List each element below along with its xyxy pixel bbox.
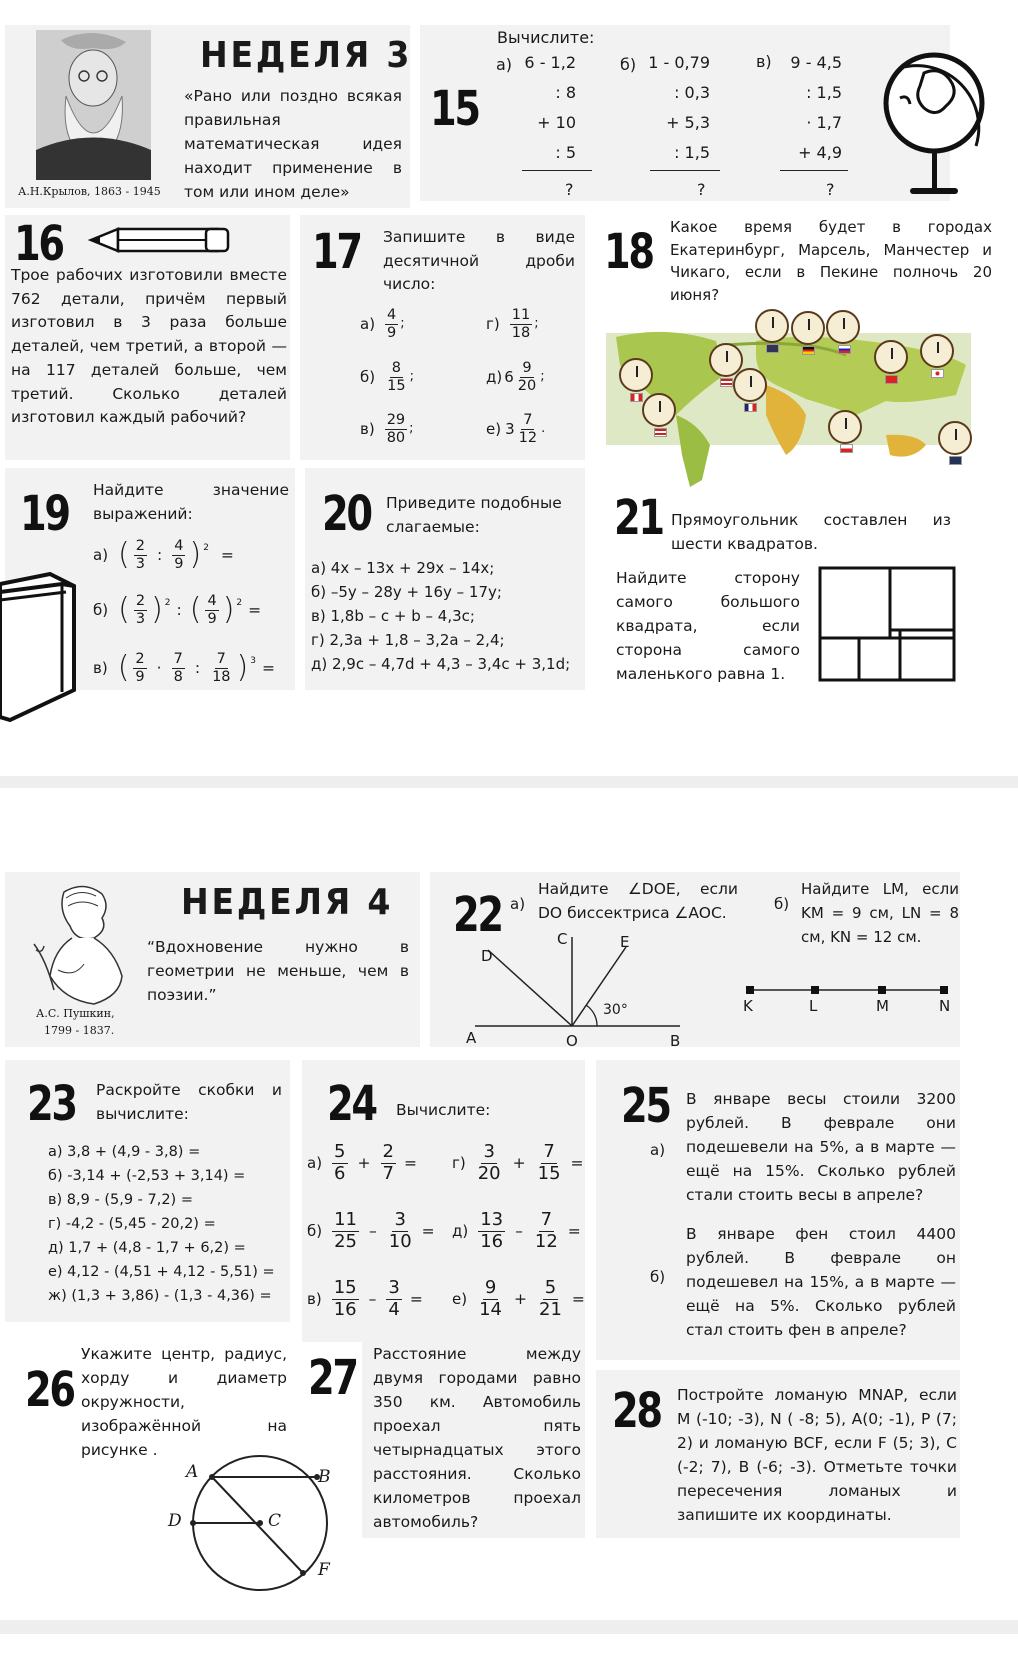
task20-item: в) 1,8b – c + b – 4,3c;	[311, 607, 475, 625]
task24-item: е) $\frac{9}{14}$ + $\frac{5}{21}$ =	[452, 1277, 585, 1320]
segment-diagram	[745, 980, 955, 1000]
task24-item: в) $\frac{15}{16}$ – $\frac{3}{4}$ =	[307, 1277, 423, 1320]
task20-item: г) 2,3a + 1,8 – 3,2a – 2,4;	[311, 631, 505, 649]
task21-number: 21	[614, 490, 663, 546]
task19-b: б) ( $\frac{2}{3}$ ) $^2$ : ( $\frac{4}{9}$ ) $^2$ =	[93, 592, 262, 628]
task23-item: д) 1,7 + (4,8 - 1,7 + 6,2) =	[48, 1240, 246, 1256]
task23-item: а) 3,8 + (4,9 - 3,8) =	[48, 1144, 201, 1160]
flag-icon	[766, 344, 779, 353]
circle-label-f: F	[318, 1560, 330, 1580]
fraction: $\frac{2}{7}$	[382, 1141, 394, 1184]
task17-item: г) $\frac{11}{18}$ ;	[486, 307, 539, 341]
task24-item: г) $\frac{3}{20}$ + $\frac{7}{15}$ =	[452, 1141, 584, 1184]
flag-icon	[885, 375, 898, 384]
fraction: $\frac{9}{14}$	[479, 1277, 502, 1320]
task15-a-line: : 5	[555, 143, 576, 162]
task23-item: ж) (1,3 + 3,86) - (1,3 - 4,36) =	[48, 1288, 272, 1304]
task15-a-line: + 10	[537, 113, 576, 132]
pushkin-portrait	[24, 880, 134, 1008]
task28-number: 28	[612, 1383, 661, 1439]
task15-a-label: а)	[496, 55, 513, 74]
task15-c-line: · 1,7	[806, 113, 842, 132]
task22-b-text: Найдите LM, если KM = 9 см, LN = 8 см, KN = 12 см.	[801, 880, 959, 946]
fraction: $\frac{11}{25}$	[334, 1209, 358, 1252]
task20-item: б) –5y – 28y + 16y – 17y;	[311, 583, 502, 601]
task15-c-line: + 4,9	[798, 143, 842, 162]
fraction: $\frac{7}{15}$	[537, 1141, 561, 1184]
task15-c-label: в)	[756, 52, 772, 71]
fraction: $\frac{29}{80}$	[386, 412, 406, 446]
fraction: $\frac{15}{16}$	[333, 1277, 357, 1320]
task17-item: е) 3 $\frac{7}{12}$ .	[486, 412, 546, 446]
fraction: $\frac{7}{12}$	[518, 412, 538, 446]
task21-text1: Прямоугольник составлен из шести квадратов.	[671, 511, 951, 553]
fraction: $\frac{11}{18}$	[511, 307, 531, 341]
task22-a-label: а)	[510, 895, 526, 913]
task19-number: 19	[20, 486, 69, 542]
task16-text: Трое рабочих изготовили вместе 762 детали, причём первый изготовил в 3 раза больше деталей, чем третий, а второй — на 117 деталей больше, чем третий. Сколько деталей изготовил каждый рабочий?	[11, 266, 287, 427]
task15-b-line: + 5,3	[666, 113, 710, 132]
flag-icon	[654, 428, 667, 437]
task25-a-label: а)	[650, 1141, 666, 1159]
squares-rectangle-figure	[818, 566, 958, 684]
clock-icon	[733, 368, 767, 402]
task19-a: а) ( $\frac{2}{3}$ : $\frac{4}{9}$ ) $^2$ =	[93, 537, 234, 573]
week4-quote: “Вдохновение нужно в геометрии не меньше, чем в поэзии.”	[147, 938, 409, 1004]
flag-icon	[744, 403, 757, 412]
task15-a-line-sep	[522, 170, 592, 171]
task23-number: 23	[27, 1076, 76, 1132]
task15-c-line-sep	[780, 170, 848, 171]
clock-icon	[826, 310, 860, 344]
task15-b-line: : 0,3	[674, 83, 710, 102]
clock-icon	[828, 410, 862, 444]
task20-text: Приведите подобные слагаемые:	[386, 494, 562, 536]
task18-number: 18	[604, 224, 653, 280]
circle-label-c: C	[268, 1511, 282, 1531]
fraction: $\frac{3}{20}$	[477, 1141, 501, 1184]
fraction: $\frac{9}{20}$	[517, 360, 537, 394]
book-icon	[0, 572, 80, 732]
task23-item: е) 4,12 - (4,51 + 4,12 - 5,51) =	[48, 1264, 275, 1280]
circle-label-d: D	[168, 1511, 182, 1531]
task15-a-line: : 8	[555, 83, 576, 102]
task15-b-line-sep	[650, 170, 720, 171]
angle-label-o: O	[566, 1032, 578, 1050]
pushkin-caption-2: 1799 - 1837.	[44, 1024, 115, 1037]
task22-number: 22	[453, 887, 502, 943]
flag-icon	[630, 393, 643, 402]
task15-b-line: 1 - 0,79	[648, 53, 710, 72]
clock-icon	[755, 309, 789, 343]
pushkin-caption-1: А.С. Пушкин,	[36, 1007, 115, 1020]
task15-b-label: б)	[620, 55, 637, 74]
fraction: $\frac{5}{6}$	[334, 1141, 346, 1184]
task23-item: б) -3,14 + (-2,53 + 3,14) =	[48, 1168, 246, 1184]
task26-text: Укажите центр, радиус, хорду и диаметр окружности, изображённой на рисунке .	[81, 1345, 287, 1459]
fraction: $\frac{3}{4}$	[388, 1277, 400, 1320]
fraction: $\frac{7}{12}$	[534, 1209, 558, 1252]
task20-list	[311, 556, 570, 676]
week3-title: НЕДЕЛЯ 3	[200, 35, 413, 76]
fraction: $\frac{4}{9}$	[174, 538, 184, 572]
task20-item: а) 4x – 13x + 29x – 14x;	[311, 559, 495, 577]
task15-b-column	[640, 48, 710, 168]
flag-icon	[720, 378, 733, 387]
flag-icon	[931, 369, 944, 378]
task19-text: Найдите значение выражений:	[93, 481, 289, 523]
angle-label-30: 30°	[603, 1002, 628, 1018]
fraction: $\frac{2}{3}$	[135, 538, 145, 572]
task23-item: в) 8,9 - (5,9 - 7,2) =	[48, 1192, 193, 1208]
task27-text: Расстояние между двумя городами равно 350 км. Автомобиль проехал пять четырнадцатых этого расстояния. Сколько километров проехал автомобиль?	[373, 1345, 581, 1531]
segment-label-l: L	[809, 997, 818, 1015]
task28-text: Постройте ломаную MNAP, если M (-10; -3), N ( -8; 5), A(0; -1), P (7; 2) и ломаную BCF, если F (5; 3), C (-2; 7), B (-6; -3). Отметьте точки пересечения ломаных и запишите их координаты.	[677, 1386, 957, 1524]
task25-number: 25	[621, 1078, 670, 1134]
task23-item: г) -4,2 - (5,45 - 20,2) =	[48, 1216, 216, 1232]
clock-icon	[642, 393, 676, 427]
fraction: $\frac{7}{8}$	[173, 651, 183, 685]
fraction: $\frac{5}{21}$	[539, 1277, 562, 1320]
task18-text: Какое время будет в городах Екатеринбург, Марсель, Манчестер и Чикаго, если в Пекине полночь 20 июня?	[670, 218, 992, 304]
task23-list	[48, 1140, 275, 1308]
task17-number: 17	[312, 224, 361, 280]
task15-b-line: : 1,5	[674, 143, 710, 162]
angle-label-e: E	[620, 933, 630, 951]
task24-item: а) $\frac{5}{6}$ + $\frac{2}{7}$ =	[307, 1141, 417, 1184]
globe-icon	[880, 28, 990, 200]
task24-item: б) $\frac{11}{25}$ – $\frac{3}{10}$ =	[307, 1209, 435, 1252]
segment-label-n: N	[939, 997, 951, 1015]
flag-icon	[949, 456, 962, 465]
page-divider	[0, 776, 1018, 788]
task15-c-result: ?	[826, 180, 835, 199]
fraction: $\frac{13}{16}$	[480, 1209, 504, 1252]
fraction: $\frac{2}{9}$	[135, 651, 145, 685]
task22-b-label: б)	[774, 895, 790, 913]
task26-number: 26	[25, 1362, 74, 1418]
task22-a-text: Найдите ∠DOE, если DO биссектриса ∠AOC.	[538, 880, 738, 922]
clock-icon	[791, 311, 825, 345]
task27-number: 27	[308, 1350, 357, 1406]
page-divider-bottom	[0, 1620, 1018, 1634]
angle-label-b: B	[670, 1032, 681, 1050]
task19-c: в) ( $\frac{2}{9}$ · $\frac{7}{8}$ : $\frac{7}{18}$ ) $^3$ =	[93, 650, 275, 686]
task21-text2: Найдите сторону самого большого квадрата, если сторона самого маленького равна 1.	[616, 569, 800, 683]
task23-text: Раскройте скобки и вычислите:	[96, 1081, 282, 1123]
task25-b-text: В январе фен стоил 4400 рублей. В феврале он подешевел на 15%, а в марте — ещё на 5%. Сколько рублей стал стоить фен в апреле?	[686, 1225, 956, 1339]
fraction: $\frac{4}{9}$	[207, 593, 217, 627]
task25-b-label: б)	[650, 1268, 666, 1286]
segment-label-m: M	[876, 997, 889, 1015]
task15-a-column	[520, 48, 576, 168]
flag-icon	[838, 345, 851, 354]
task17-item: в) $\frac{29}{80}$ ;	[360, 412, 414, 446]
fraction: $\frac{8}{15}$	[387, 360, 406, 394]
segment-label-k: K	[743, 997, 753, 1015]
fraction: $\frac{3}{10}$	[388, 1209, 412, 1252]
task25-a-text: В январе весы стоили 3200 рублей. В феврале они подешевели на 5%, а в марте — ещё на 15%. Сколько рублей стали стоить весы в апреле?	[686, 1090, 956, 1204]
fraction: $\frac{7}{18}$	[212, 651, 231, 685]
angle-label-d: D	[481, 947, 493, 965]
task15-b-result: ?	[697, 180, 706, 199]
fraction: $\frac{2}{3}$	[135, 593, 146, 627]
task16-number: 16	[14, 216, 63, 272]
task15-number: 15	[430, 81, 479, 137]
task17-item: д) 6 $\frac{9}{20}$ ;	[486, 360, 545, 394]
clock-icon	[619, 358, 653, 392]
krylov-portrait	[36, 30, 151, 180]
task15-c-column	[780, 48, 842, 168]
angle-label-a: A	[466, 1029, 477, 1047]
circle-label-a: A	[186, 1462, 199, 1482]
task17-text: Запишите в виде десятичной дроби число:	[383, 228, 575, 293]
task15-c-line: : 1,5	[806, 83, 842, 102]
clock-icon	[874, 340, 908, 374]
week3-quote: «Рано или поздно всякая правильная математическая идея находит применение в том или ином деле»	[184, 87, 402, 201]
task15-a-result: ?	[565, 180, 574, 199]
circle-label-b: B	[318, 1467, 331, 1487]
clock-icon	[920, 334, 954, 368]
task17-item: б) $\frac{8}{15}$ ;	[360, 360, 414, 394]
task15-c-line: 9 - 4,5	[790, 53, 842, 72]
angle-label-c: C	[557, 930, 568, 948]
task20-number: 20	[322, 486, 371, 542]
pencil-icon	[88, 225, 233, 255]
task15-heading: Вычислите:	[497, 28, 595, 47]
task17-item: а) $\frac{4}{9}$ ;	[360, 307, 405, 341]
task20-item: д) 2,9c – 4,7d + 4,3 – 3,4c + 3,1d;	[311, 655, 571, 673]
week4-title: НЕДЕЛЯ 4	[181, 882, 394, 923]
task24-number: 24	[327, 1076, 376, 1132]
flag-icon	[802, 346, 815, 355]
krylov-caption: А.Н.Крылов, 1863 - 1945	[18, 185, 161, 198]
flag-icon	[840, 444, 853, 453]
fraction: $\frac{4}{9}$	[387, 307, 397, 341]
clock-icon	[938, 421, 972, 455]
task15-a-line: 6 - 1,2	[524, 53, 576, 72]
task24-item: д) $\frac{13}{16}$ – $\frac{7}{12}$ =	[452, 1209, 581, 1252]
task24-text: Вычислите:	[396, 1101, 491, 1119]
